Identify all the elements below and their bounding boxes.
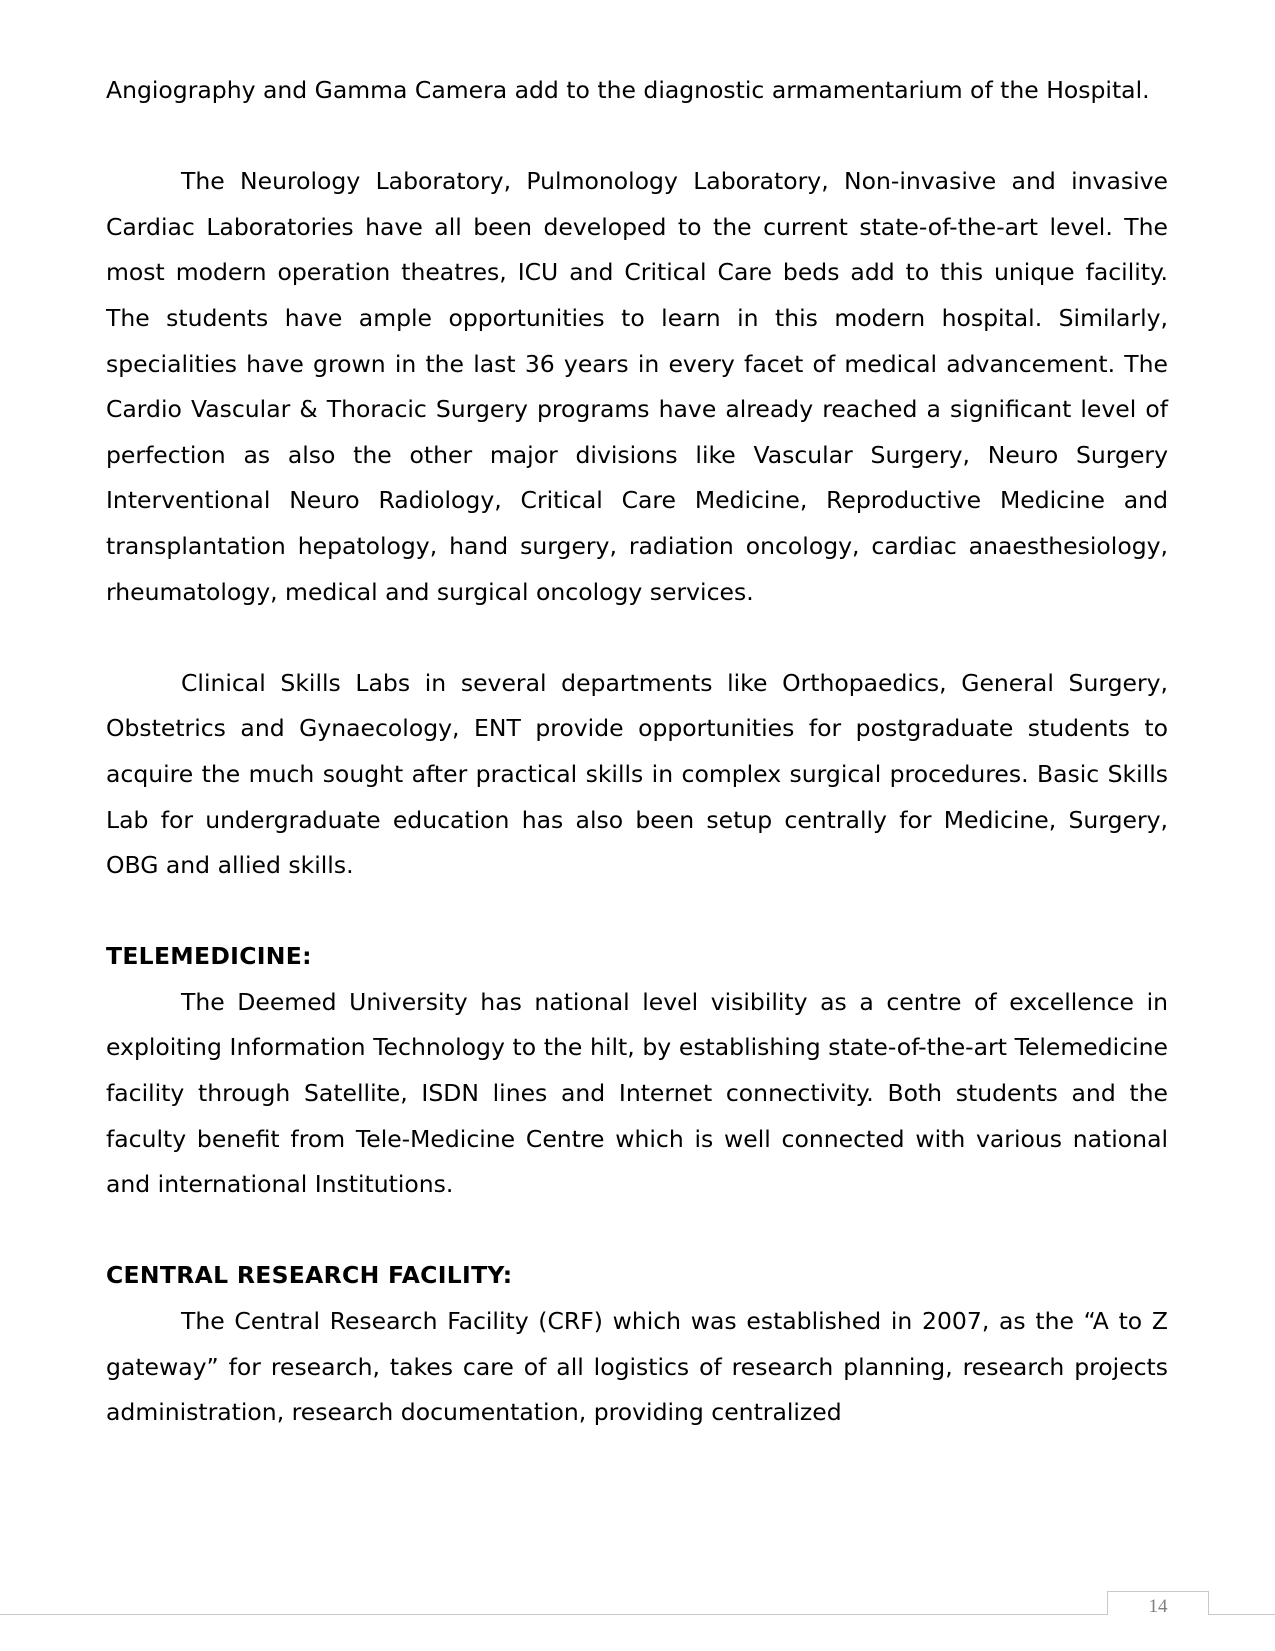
paragraph-diagnostics: Angiography and Gamma Camera add to the diagnostic armamentarium of the Hospital. — [106, 76, 1150, 104]
document-page — [106, 68, 1168, 1436]
page-number: 14 — [1107, 1591, 1209, 1615]
paragraph-spacer — [106, 114, 1168, 160]
heading-telemedicine: TELEMEDICINE: — [106, 942, 312, 971]
paragraph-spacer — [106, 1208, 1168, 1254]
paragraph-skills-labs: Clinical Skills Labs in several departments like Orthopaedics, General Surgery, Obstetrics and Gynaecology, ENT provide opportunities for postgraduate students to acquire the much sought after practical skills in complex surgical procedures. Basic Skills Lab for undergraduate education has also been setup centrally for Medicine, Surgery, OBG and allied skills. — [106, 668, 1168, 880]
paragraph-spacer — [106, 615, 1168, 661]
paragraph-spacer — [106, 889, 1168, 935]
heading-central-research-facility: CENTRAL RESEARCH FACILITY: — [106, 1261, 513, 1290]
footer-divider — [0, 1614, 1275, 1615]
paragraph-laboratories: The Neurology Laboratory, Pulmonology Laboratory, Non-invasive and invasive Cardiac Laboratories have all been developed to the current state-of-the-art level. The most modern operation theatres, ICU and Critical Care beds add to this unique facility. The students have ample opportunities to learn in this modern hospital. Similarly, specialities have grown in the last 36 years in every facet of medical advancement. The Cardio Vascular & Thoracic Surgery programs have already reached a significant level of perfection as also the other major divisions like Vascular Surgery, Neuro Surgery Interventional Neuro Radiology, Critical Care Medicine, Reproductive Medicine and transplantation hepatology, hand surgery, radiation oncology, cardiac anaesthesiology, rheumatology, medical and surgical oncology services. — [106, 167, 1168, 606]
paragraph-telemedicine: The Deemed University has national level visibility as a centre of excellence in exploiting Information Technology to the hilt, by establishing state-of-the-art Telemedicine facility through Satellite, ISDN lines and Internet connectivity. Both students and the faculty benefit from Tele-Medicine Centre which is well connected with various national and international Institutions. — [106, 987, 1168, 1199]
paragraph-central-research-facility: The Central Research Facility (CRF) which was established in 2007, as the “A to Z gateway” for research, takes care of all logistics of research planning, research projects administration, research documentation, providing centralized — [106, 1307, 1168, 1427]
